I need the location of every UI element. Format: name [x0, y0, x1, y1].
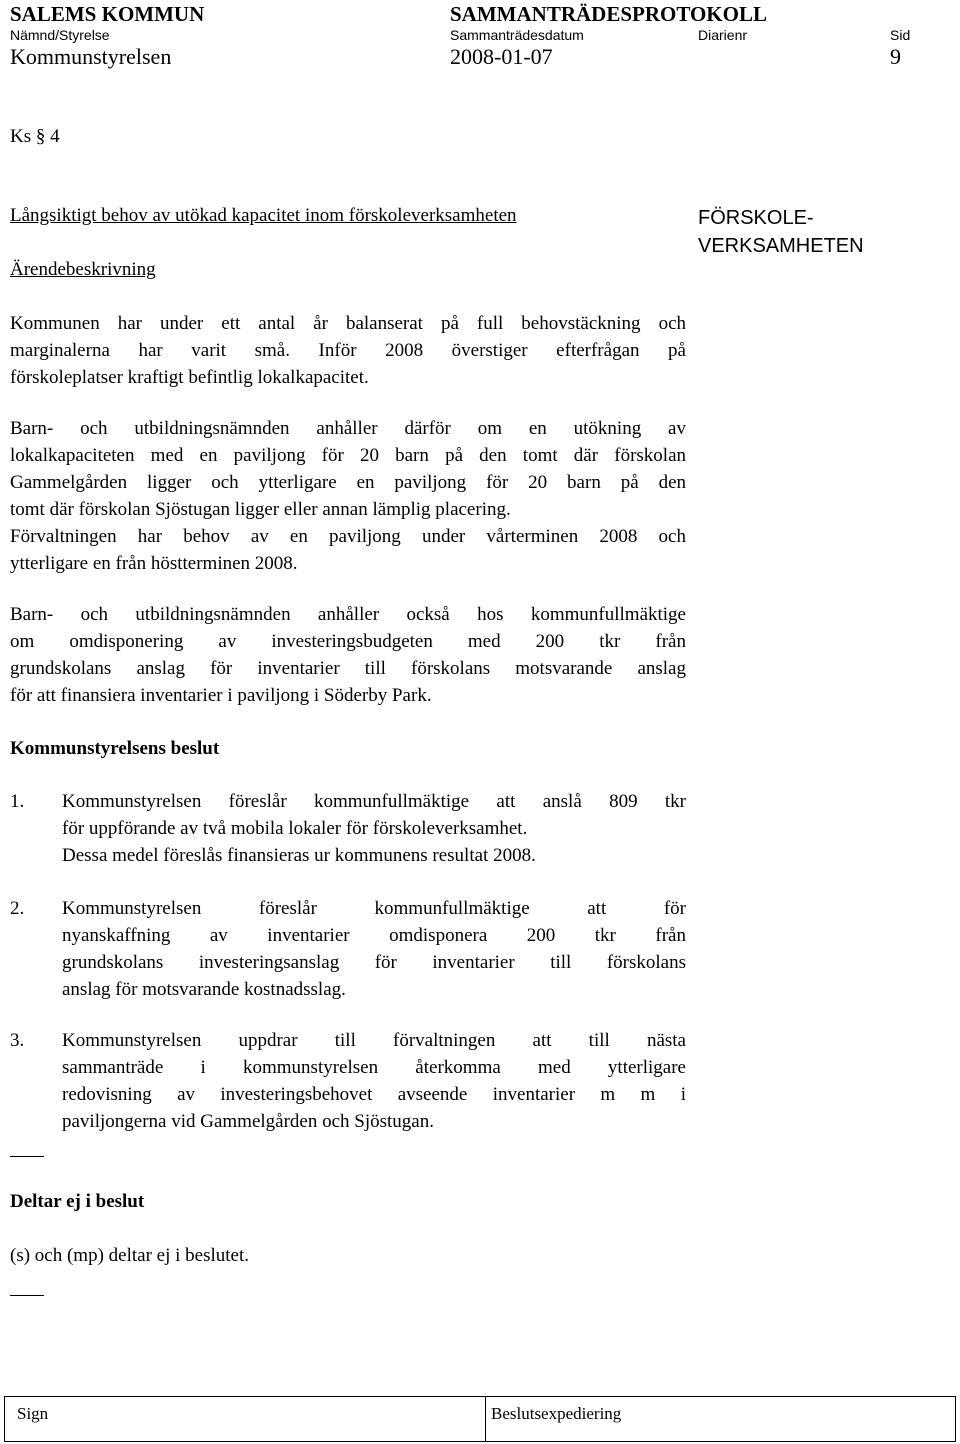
category-label-line: FÖRSKOLE- — [698, 207, 814, 229]
section-number: Ks § 4 — [10, 126, 60, 147]
separator-rule — [10, 1156, 44, 1157]
decision-line: redovisning av investeringsbehovet avseende inventarier m m i — [62, 1084, 686, 1105]
category-label-line: VERKSAMHETEN — [698, 235, 864, 257]
decision-number: 3. — [10, 1030, 25, 1051]
decision-item — [62, 895, 686, 1003]
decision-line: Dessa medel föreslås finansieras ur kommunens resultat 2008. — [62, 845, 536, 866]
decision-line: anslag för motsvarande kostnadsslag. — [62, 979, 346, 1000]
abstain-text: (s) och (mp) deltar ej i beslutet. — [10, 1245, 250, 1266]
paragraph-line: lokalkapaciteten med en paviljong för 20 barn på den tomt där förskolan — [10, 445, 686, 466]
paragraph-line: om omdisponering av investeringsbudgeten med 200 tkr från — [10, 631, 686, 652]
sign-label: Sign — [17, 1404, 49, 1423]
decision-line: nyanskaffning av inventarier omdisponera 200 tkr från — [62, 925, 686, 946]
abstain-heading: Deltar ej i beslut — [10, 1191, 145, 1212]
paragraph — [10, 310, 686, 391]
paragraph-line: Kommunen har under ett antal år balanserat på full behovstäckning och — [10, 313, 686, 334]
paragraph-line: Förvaltningen har behov av en paviljong under vårterminen 2008 och — [10, 526, 686, 547]
page-value: 9 — [890, 44, 901, 69]
separator-rule — [10, 1295, 44, 1296]
signature-box — [4, 1396, 956, 1442]
date-label: Sammanträdesdatum — [450, 27, 584, 43]
paragraph-line: Barn- och utbildningsnämnden anhåller därför om en utökning av — [10, 418, 686, 439]
decision-item — [62, 788, 686, 869]
decision-number: 2. — [10, 898, 25, 919]
decision-line: paviljongerna vid Gammelgården och Sjöstugan. — [62, 1111, 434, 1132]
document-type: SAMMANTRÄDESPROTOKOLL — [450, 2, 767, 26]
paragraph-line: Barn- och utbildningsnämnden anhåller också hos kommunfullmäktige — [10, 604, 686, 625]
paragraph-line: Gammelgården ligger och ytterligare en paviljong för 20 barn på den — [10, 472, 686, 493]
paragraph-line: grundskolans anslag för inventarier till förskolans motsvarande anslag — [10, 658, 686, 679]
decision-number: 1. — [10, 791, 25, 812]
paragraph — [10, 601, 686, 709]
date-value: 2008-01-07 — [450, 44, 553, 69]
decision-heading: Kommunstyrelsens beslut — [10, 738, 220, 759]
body-label: Nämnd/Styrelse — [10, 27, 110, 43]
paragraph-line: förskoleplatser kraftigt befintlig lokalkapacitet. — [10, 367, 369, 388]
diary-label: Diarienr — [698, 27, 748, 43]
paragraph-line: tomt där förskolan Sjöstugan ligger eller annan lämplig placering. — [10, 499, 511, 520]
page-label: Sid — [890, 27, 911, 43]
body-value: Kommunstyrelsen — [10, 44, 172, 69]
decision-line: sammanträde i kommunstyrelsen återkomma med ytterligare — [62, 1057, 686, 1078]
decision-line: grundskolans investeringsanslag för inventarier till förskolans — [62, 952, 686, 973]
decision-line: för uppförande av två mobila lokaler för förskoleverksamhet. — [62, 818, 528, 839]
description-heading: Ärendebeskrivning — [10, 259, 156, 280]
page-title: Långsiktigt behov av utökad kapacitet inom förskoleverksamheten — [10, 205, 517, 226]
municipality-name: SALEMS KOMMUN — [10, 2, 205, 26]
decision-line: Kommunstyrelsen uppdrar till förvaltningen att till nästa — [62, 1030, 686, 1051]
category-label — [698, 204, 864, 260]
signature-divider — [485, 1397, 486, 1441]
paragraph-line: för att finansiera inventarier i paviljong i Söderby Park. — [10, 685, 432, 706]
paragraph — [10, 415, 686, 577]
decision-item — [62, 1027, 686, 1135]
decision-line: Kommunstyrelsen föreslår kommunfullmäktige att för — [62, 898, 686, 919]
dispatch-label: Beslutsexpediering — [491, 1404, 622, 1423]
paragraph-line: ytterligare en från höstterminen 2008. — [10, 553, 298, 574]
paragraph-line: marginalerna har varit små. Inför 2008 överstiger efterfrågan på — [10, 340, 686, 361]
decision-line: Kommunstyrelsen föreslår kommunfullmäktige att anslå 809 tkr — [62, 791, 686, 812]
